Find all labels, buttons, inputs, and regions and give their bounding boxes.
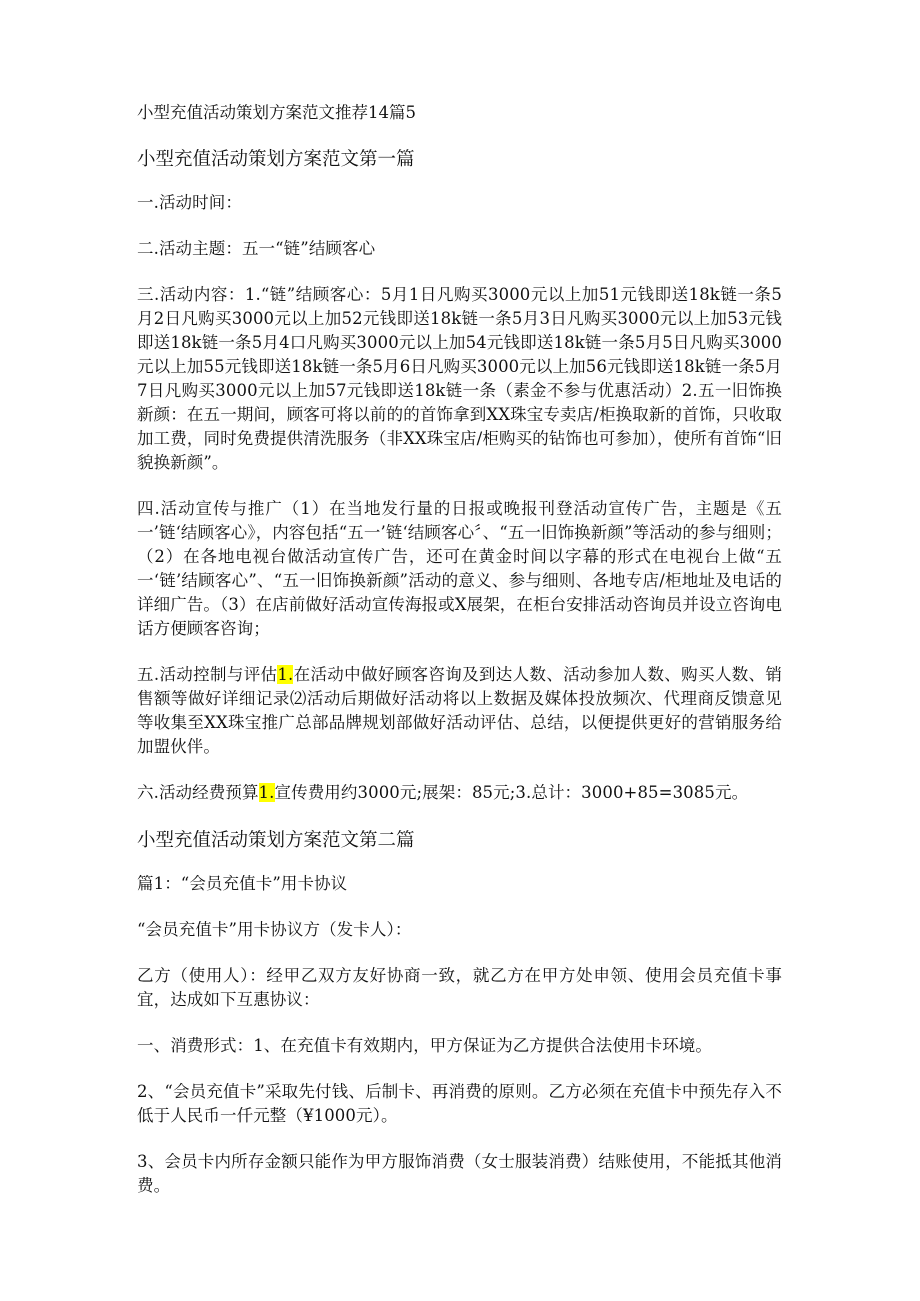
control-evaluation-lead: 五.活动控制与评估 (137, 665, 278, 684)
highlighted-number: 1. (258, 783, 275, 802)
user-paragraph: 乙方（使用人）：经甲乙双方友好协商一致，就乙方在甲方处申领、使用会员充值卡事宜，达成如下互惠协议： (137, 966, 782, 1009)
prepay-rule-paragraph: 2、“会员充值卡”采取先付钱、后制卡、再消费的原则。乙方必须在充值卡中预先存入不低于人民币一仟元整（¥1000元）。 (137, 1082, 782, 1125)
activity-content-paragraph: 三.活动内容：1.“链”结顾客心：5月1日凡购买3000元以上加51元钱即送18k链一条5月2日凡购买3000元以上加52元钱即送18k链一条5月3日凡购买3000元以上加53元钱即送18k链一条5月4口凡购买3000元以上加54元钱即送18k链一条5月5日凡购买3000元以上加55元钱即送18k链一条5月6日凡购买3000元以上加56元钱即送18k链一条5月7日凡购买3000元以上加57元钱即送18k链一条（素金不参与优惠活动）2.五一旧饰换新颜：在五一期间，顾客可将以前的的首饰拿到XX珠宝专卖店/柜换取新的首饰，只收取加工费，同时免费提供清洗服务（非XX珠宝店/柜购买的钻饰也可参加），使所有首饰“旧貌换新颜”。 (137, 285, 782, 472)
issuer-paragraph: “会员充值卡”用卡协议方（发卡人）： (137, 920, 412, 939)
budget-paragraph (137, 781, 782, 805)
highlighted-number: 1. (277, 665, 294, 684)
budget-body: 宣传费用约3000元;展架：85元;3.总计：3000+85=3085元。 (274, 783, 749, 802)
document-title: 小型充值活动策划方案范文推荐14篇5 (137, 103, 416, 122)
document-page (137, 100, 782, 1220)
balance-usage-paragraph: 3、会员卡内所存金额只能作为甲方服饰消费（女士服装消费）结账使用，不能抵其他消费。 (137, 1152, 782, 1195)
control-evaluation-paragraph (137, 663, 782, 759)
consumption-form-paragraph: 一、消费形式：1、在充值卡有效期内，甲方保证为乙方提供合法使用卡环境。 (137, 1036, 712, 1055)
budget-lead: 六.活动经费预算 (137, 783, 259, 802)
card-agreement-title-paragraph: 篇1：“会员充值卡”用卡协议 (137, 874, 348, 893)
control-evaluation-body: 在活动中做好顾客咨询及到达人数、活动参加人数、购买人数、销售额等做好详细记录⑵活动后期做好活动将以上数据及媒体投放频次、代理商反馈意见等收集至XX珠宝推广总部品牌规划部做好活动评估、总结，以便提供更好的营销服务给加盟伙伴。 (137, 665, 782, 756)
section-heading-1: 小型充值活动策划方案范文第一篇 (137, 149, 415, 170)
section-heading-2: 小型充值活动策划方案范文第二篇 (137, 830, 415, 851)
promotion-paragraph: 四.活动宣传与推广（1）在当地发行量的日报或晚报刊登活动宣传广告，主题是《五一’链‘结顾客心》，内容包括“五一’链‘结顾客心〞、“五一旧饰换新颜”等活动的参与细则；（2）在各地电视台做活动宣传广告，还可在黄金时间以字幕的形式在电视台上做“五一‘链’结顾客心”、“五一旧饰换新颜”活动的意义、参与细则、各地专店/柜地址及电话的详细广告。（3）在店前做好活动宣传海报或X展架，在柜台安排活动咨询员并设立咨询电话方便顾客咨询； (137, 499, 782, 638)
activity-time-paragraph: 一.活动时间： (137, 193, 242, 212)
activity-theme-paragraph: 二.活动主题：五一“链”结顾客心 (137, 239, 376, 258)
